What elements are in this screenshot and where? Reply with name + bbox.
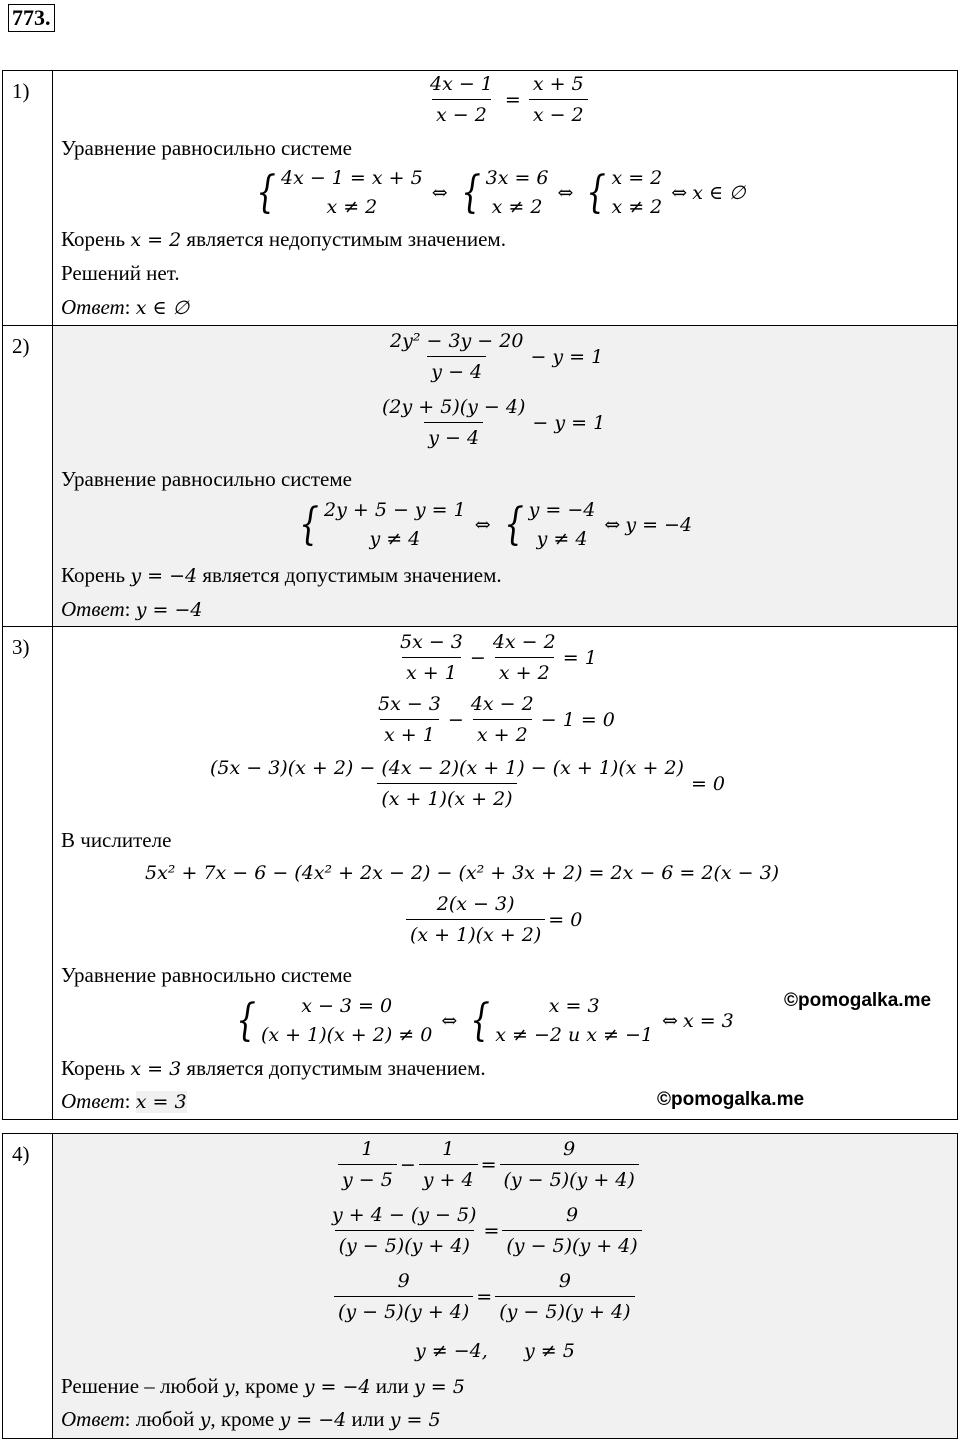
p3-text-numerator: В числителе (61, 828, 172, 852)
watermark-1: ©pomogalka.me (784, 990, 932, 1011)
solutions-table-2 (2, 1133, 958, 1439)
watermark-2: ©pomogalka.me (657, 1089, 805, 1110)
p1-fraction-right: $\frac{x + 5}{x - 2}$ (529, 71, 588, 128)
exercise-number: 773. (8, 4, 55, 32)
problem-4-body (53, 1134, 958, 1439)
p3-system-chain: { x − 3 = 0 (x + 1)(x + 2) ≠ 0 ⇔ { x = 3 x ≠ −2 и x ≠ −1 ⇔ x = 3 (228, 992, 734, 1050)
p2-system-chain: { 2y + 5 − y = 1 y ≠ 4 ⇔ { y = −4 y ≠ 4 ⇔ y = −4 (291, 496, 692, 554)
problem-3-row (3, 627, 958, 1120)
problem-4-row (3, 1134, 958, 1439)
p2-equation-2: $\frac{(2y + 5)(y - 4)}{y - 4}$ − y = 1 (382, 396, 606, 449)
p2-system-2: { y = −4 y ≠ 4 (503, 499, 596, 550)
p1-text-system: Уравнение равносильно системе (61, 136, 352, 160)
solutions-table (2, 70, 958, 1120)
p2-equation-1: $\frac{\text{2y² − 3y − 20}}{y - 4}$ − y = 1 (390, 330, 604, 383)
p1-system-3: { x = 2 x ≠ 2 (586, 167, 663, 218)
p2-text-system: Уравнение равносильно системе (61, 467, 352, 491)
problem-3-body (53, 627, 958, 1120)
p3-system-1: { x − 3 = 0 (x + 1)(x + 2) ≠ 0 (236, 995, 433, 1046)
p4-equation-1: $\frac{1}{y - 5}$ − $\frac{1}{y + 4}$ = $\frac{9}{(y - 5)(y + 4)}$ (335, 1136, 642, 1193)
p1-root-text: Корень x = 2 является недопустимым значением. (61, 227, 506, 251)
p2-root-text: Корень y = −4 является допустимым значением. (61, 563, 502, 587)
problem-1-label: 1) (3, 71, 53, 326)
problem-4-label: 4) (3, 1134, 53, 1439)
problem-2-body (53, 326, 958, 627)
p4-equation-2: $\frac{y + 4 - (y - 5)}{(y - 5)(y + 4)}$ = $\frac{9}{(y - 5)(y + 4)}$ (325, 1202, 645, 1259)
p1-fraction-left: $\frac{4x - 1}{x - 2}$ (430, 73, 493, 126)
problem-2-label: 2) (3, 326, 53, 627)
p3-root-text: Корень x = 3 является допустимым значением. (61, 1056, 486, 1080)
p4-solution-text: Решение – любой y, кроме y = −4 или y = 5 (61, 1374, 465, 1398)
problem-3-label: 3) (3, 627, 53, 1120)
p1-equation: $\frac{4x - 1}{x - 2}$ = $\frac{x + 5}{x - 2}$ (423, 71, 591, 128)
p4-equation-3: $\frac{9}{(y - 5)(y + 4)}$ = $\frac{9}{(y - 5)(y + 4)}$ (331, 1268, 638, 1325)
p3-numerator-expansion: 5x² + 7x − 6 − (4x² + 2x − 2) − (x² + 3x + 2) = 2x − 6 = 2(x − 3) (145, 862, 780, 884)
problem-1-body (53, 71, 958, 326)
p1-answer: Ответ: x ∈ ∅ (61, 295, 190, 319)
p3-equation-3: $\frac{(5x - 3)(x + 2) - (4x - 2)(x + 1) - (x + 1)(x + 2)}{(x + 1)(x + 2)}$ = 0 (210, 757, 726, 810)
p1-system-1: { 4x − 1 = x + 5 x ≠ 2 (256, 167, 423, 218)
p2-answer: Ответ: y = −4 (61, 597, 203, 621)
p3-equation-5: $\frac{2(x - 3)}{(x + 1)(x + 2)}$ = 0 (403, 891, 582, 948)
p4-restrictions: y ≠ −4, y ≠ 5 (415, 1340, 575, 1362)
p2-system-1: { 2y + 5 − y = 1 y ≠ 4 (299, 499, 466, 550)
p1-system-2: { 3x = 6 x ≠ 2 (460, 167, 549, 218)
p1-no-solutions: Решений нет. (61, 261, 180, 285)
problem-2-row (3, 326, 958, 627)
p3-equation-1: $\frac{5x - 3}{x + 1}$ − $\frac{4x - 2}{x + 2}$ = 1 (400, 631, 597, 684)
p3-text-system: Уравнение равносильно системе (61, 963, 352, 987)
p3-system-2: { x = 3 x ≠ −2 и x ≠ −1 (470, 995, 654, 1046)
p3-answer: Ответ: x = 3 (61, 1089, 187, 1113)
p4-answer: Ответ: любой y, кроме y = −4 или y = 5 (61, 1407, 441, 1431)
problem-1-row (3, 71, 958, 326)
p1-system-chain: { 4x − 1 = x + 5 x ≠ 2 ⇔ { 3x = 6 x ≠ 2 ⇔ { x = 2 x ≠ 2 ⇔ x ∈ ∅ (248, 164, 746, 222)
p3-equation-2: $\frac{5x - 3}{x + 1}$ − $\frac{4x - 2}{x + 2}$ − 1 = 0 (378, 693, 615, 746)
